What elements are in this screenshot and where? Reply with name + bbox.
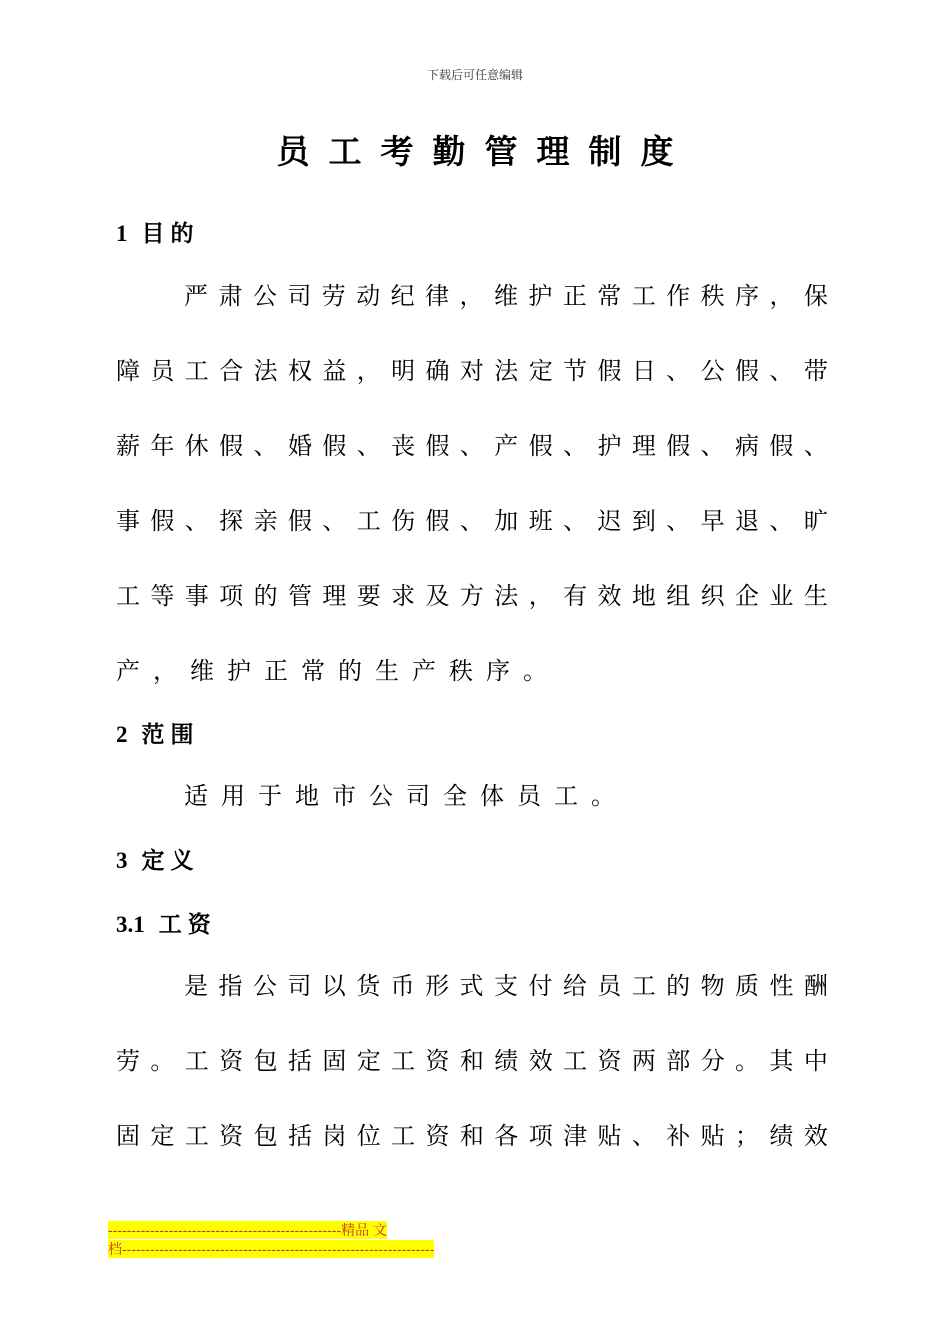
section-heading-definition	[116, 842, 200, 875]
section-number: 2	[116, 722, 128, 747]
paragraph-line: 适用于地市公司全体员工。	[184, 781, 628, 810]
section-number: 3	[116, 848, 128, 873]
paragraph-line: 产，维护正常的生产秩序。	[116, 656, 560, 685]
paragraph-line: 工 等 事 项 的 管 理 要 求 及 方 法 ， 有 效 地 组 织 企 业 生	[116, 581, 828, 610]
section-label: 目的	[141, 220, 200, 247]
paragraph-line: 障 员 工 合 法 权 益 ， 明 确 对 法 定 节 假 日 、 公 假 、 带	[116, 356, 828, 385]
paragraph-purpose	[116, 258, 828, 708]
paragraph-line: 严 肃 公 司 劳 动 纪 律 ， 维 护 正 常 工 作 秩 序 ， 保	[184, 281, 828, 310]
section-label: 工资	[158, 911, 217, 938]
header-note: 下载后可任意编辑	[426, 68, 523, 82]
document-title: 员工考勤管理制度	[276, 132, 693, 171]
paragraph-line: 固 定 工 资 包 括 岗 位 工 资 和 各 项 津 贴 、 补 贴 ； 绩 效	[116, 1121, 828, 1150]
section-number: 3.1	[116, 912, 145, 937]
section-heading-scope	[116, 716, 200, 749]
subsection-heading-wages	[116, 906, 217, 939]
paragraph-scope	[116, 758, 828, 833]
paragraph-line: 薪 年 休 假 、 婚 假 、 丧 假 、 产 假 、 护 理 假 、 病 假 、	[116, 431, 828, 460]
section-label: 范围	[141, 721, 200, 748]
section-number: 1	[116, 221, 128, 246]
paragraph-wages	[116, 948, 828, 1173]
footer-watermark-line-1: --------------------------------------------------精品 文	[108, 1222, 387, 1238]
section-label: 定义	[141, 847, 200, 874]
paragraph-line: 劳 。 工 资 包 括 固 定 工 资 和 绩 效 工 资 两 部 分 。 其 中	[116, 1046, 828, 1075]
section-heading-purpose	[116, 215, 200, 248]
paragraph-line: 事 假 、 探 亲 假 、 工 伤 假 、 加 班 、 迟 到 、 早 退 、 旷	[116, 506, 828, 535]
footer-watermark-line-2: 档-------------------------------------------------------------------	[108, 1241, 435, 1257]
paragraph-line: 是 指 公 司 以 货 币 形 式 支 付 给 员 工 的 物 质 性 酬	[184, 971, 828, 1000]
